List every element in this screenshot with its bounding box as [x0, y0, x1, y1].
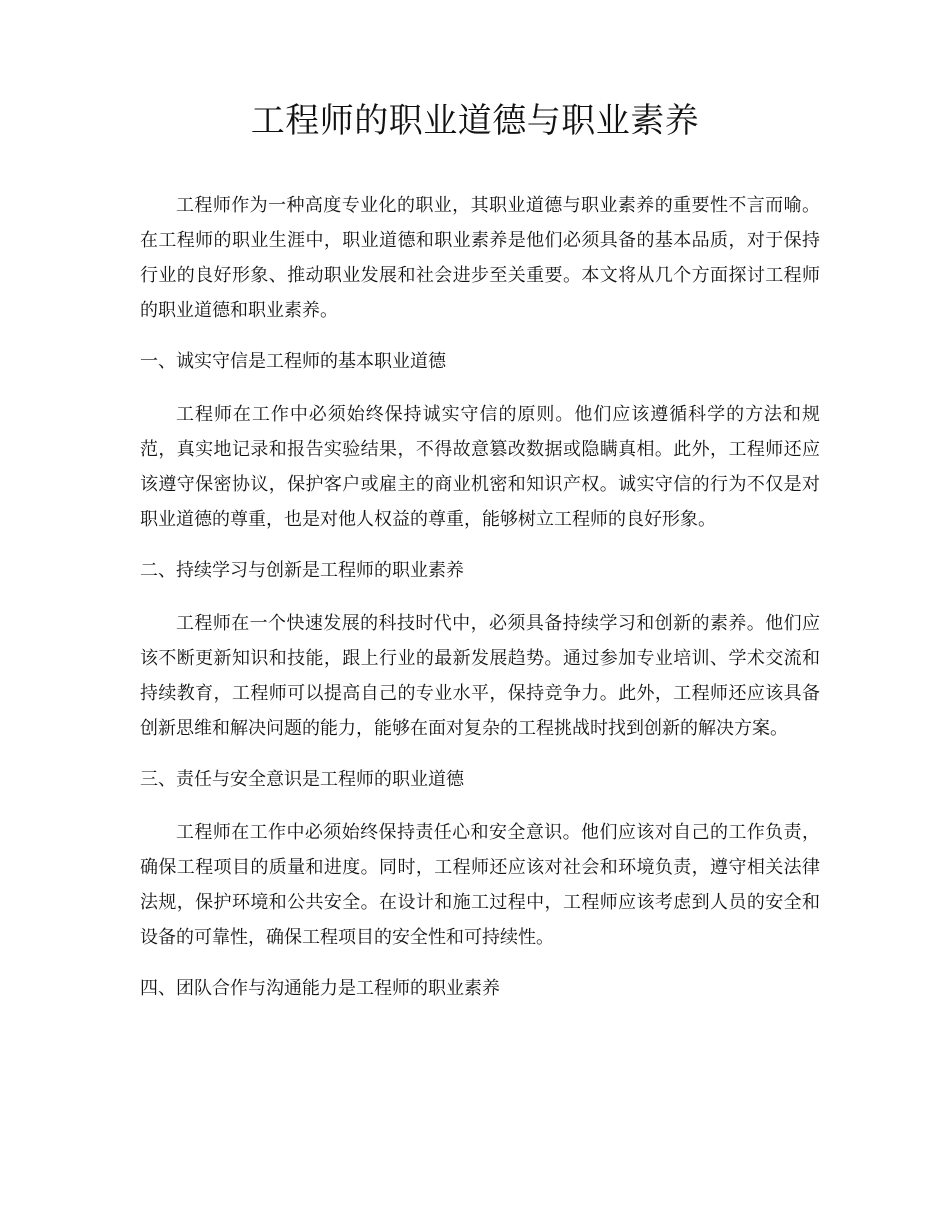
section-3-heading: 三、责任与安全意识是工程师的职业道德 — [140, 769, 464, 790]
section-1-paragraph: 工程师在工作中必须始终保持诚实守信的原则。他们应该遵循科学的方法和规范，真实地记录和报告实验结果，不得故意篡改数据或隐瞒真相。此外，工程师还应该遵守保密协议，保护客户或雇主的商业机密和知识产权。诚实守信的行为不仅是对职业道德的尊重，也是对他人权益的尊重，能够树立工程师的良好形象。 — [140, 404, 820, 530]
document-title: 工程师的职业道德与职业素养 — [250, 101, 700, 141]
section-2-paragraph: 工程师在一个快速发展的科技时代中，必须具备持续学习和创新的素养。他们应该不断更新知识和技能，跟上行业的最新发展趋势。通过参加专业培训、学术交流和持续教育，工程师可以提高自己的专业水平，保持竞争力。此外，工程师还应该具备创新思维和解决问题的能力，能够在面对复杂的工程挑战时找到创新的解决方案。 — [140, 613, 820, 739]
section-2-heading: 二、持续学习与创新是工程师的职业素养 — [140, 560, 464, 581]
intro-paragraph: 工程师作为一种高度专业化的职业，其职业道德与职业素养的重要性不言而喻。在工程师的职业生涯中，职业道德和职业素养是他们必须具备的基本品质，对于保持行业的良好形象、推动职业发展和社会进步至关重要。本文将从几个方面探讨工程师的职业道德和职业素养。 — [140, 195, 820, 321]
section-3-paragraph: 工程师在工作中必须始终保持责任心和安全意识。他们应该对自己的工作负责，确保工程项目的质量和进度。同时，工程师还应该对社会和环境负责，遵守相关法律法规，保护环境和公共安全。在设计和施工过程中，工程师应该考虑到人员的安全和设备的可靠性，确保工程项目的安全性和可持续性。 — [140, 822, 820, 948]
section-1-heading: 一、诚实守信是工程师的基本职业道德 — [140, 351, 446, 372]
document-body — [140, 188, 820, 1006]
section-4-heading: 四、团队合作与沟通能力是工程师的职业素养 — [140, 978, 500, 999]
